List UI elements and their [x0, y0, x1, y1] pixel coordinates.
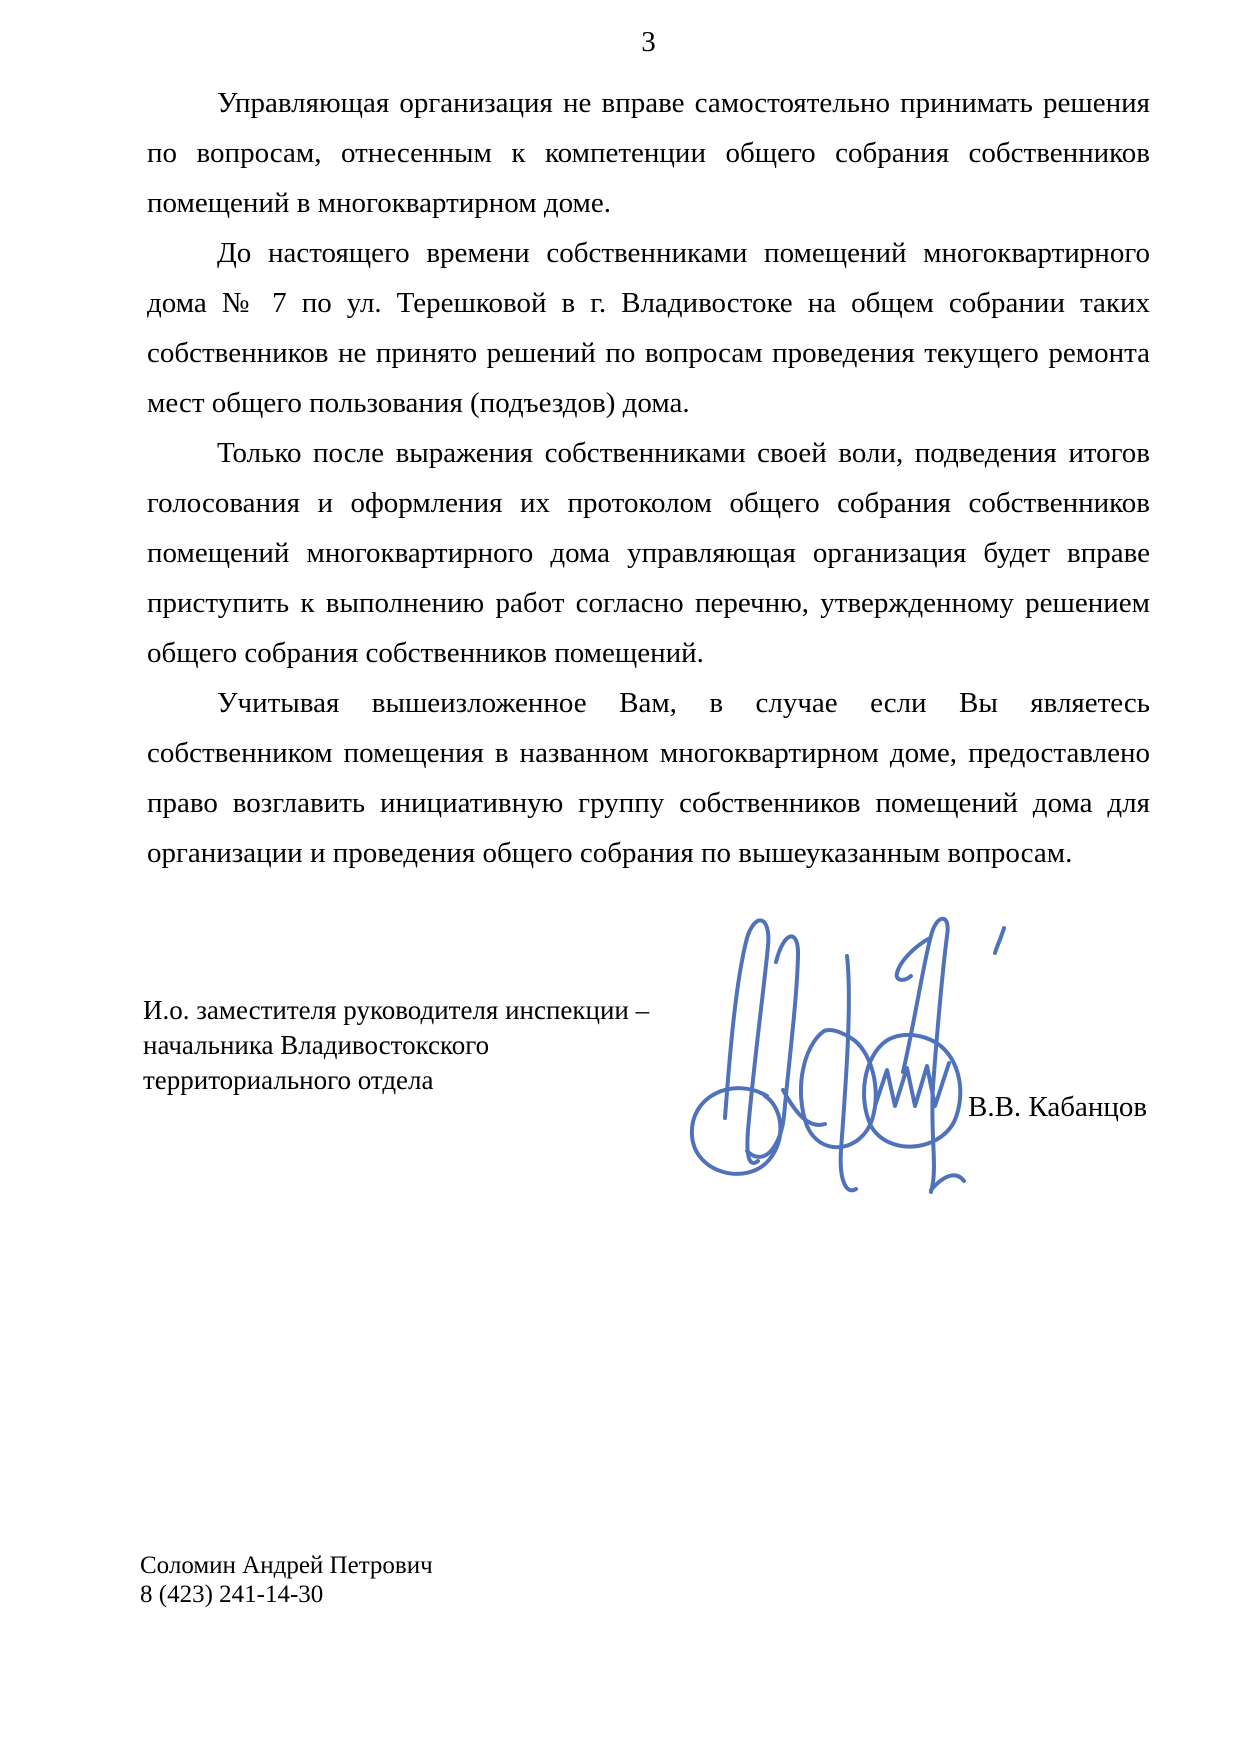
body-paragraph: Только после выражения собственниками своей воли, подведения итогов голосования и оформления их протоколом общего собрания собственников помещений многоквартирного дома управляющая организация будет вправе приступить к выполнению работ согласно перечню, утвержденному решением общего собрания собственников помещений.	[147, 437, 1150, 669]
signer-position-line: начальника Владивостокского	[143, 1030, 490, 1060]
signer-position-line: территориального отдела	[143, 1065, 434, 1095]
contact-name: Соломин Андрей Петрович	[140, 1552, 433, 1579]
page-number: 3	[641, 26, 656, 58]
contact-footer	[140, 1551, 433, 1609]
signer-name: В.В. Кабанцов	[968, 1091, 1148, 1123]
signer-position-title	[143, 993, 703, 1098]
letter-body	[147, 78, 1150, 878]
handwritten-signature	[675, 900, 1015, 1200]
body-paragraph: Учитывая вышеизложенное Вам, в случае если Вы являетесь собственником помещения в названном многоквартирном доме, предоставлено право возглавить инициативную группу собственников помещений дома для организации и проведения общего собрания по вышеуказанным вопросам.	[147, 687, 1150, 869]
body-paragraph: Управляющая организация не вправе самостоятельно принимать решения по вопросам, отнесенным к компетенции общего собрания собственников помещений в многоквартирном доме.	[147, 87, 1150, 219]
contact-phone: 8 (423) 241-14-30	[140, 1581, 324, 1608]
signer-position-line: И.о. заместителя руководителя инспекции –	[143, 995, 650, 1025]
body-paragraph: До настоящего времени собственниками помещений многоквартирного дома № 7 по ул. Терешковой в г. Владивостоке на общем собрании таких собственников не принято решений по вопросам проведения текущего ремонта мест общего пользования (подъездов) дома.	[147, 237, 1150, 419]
